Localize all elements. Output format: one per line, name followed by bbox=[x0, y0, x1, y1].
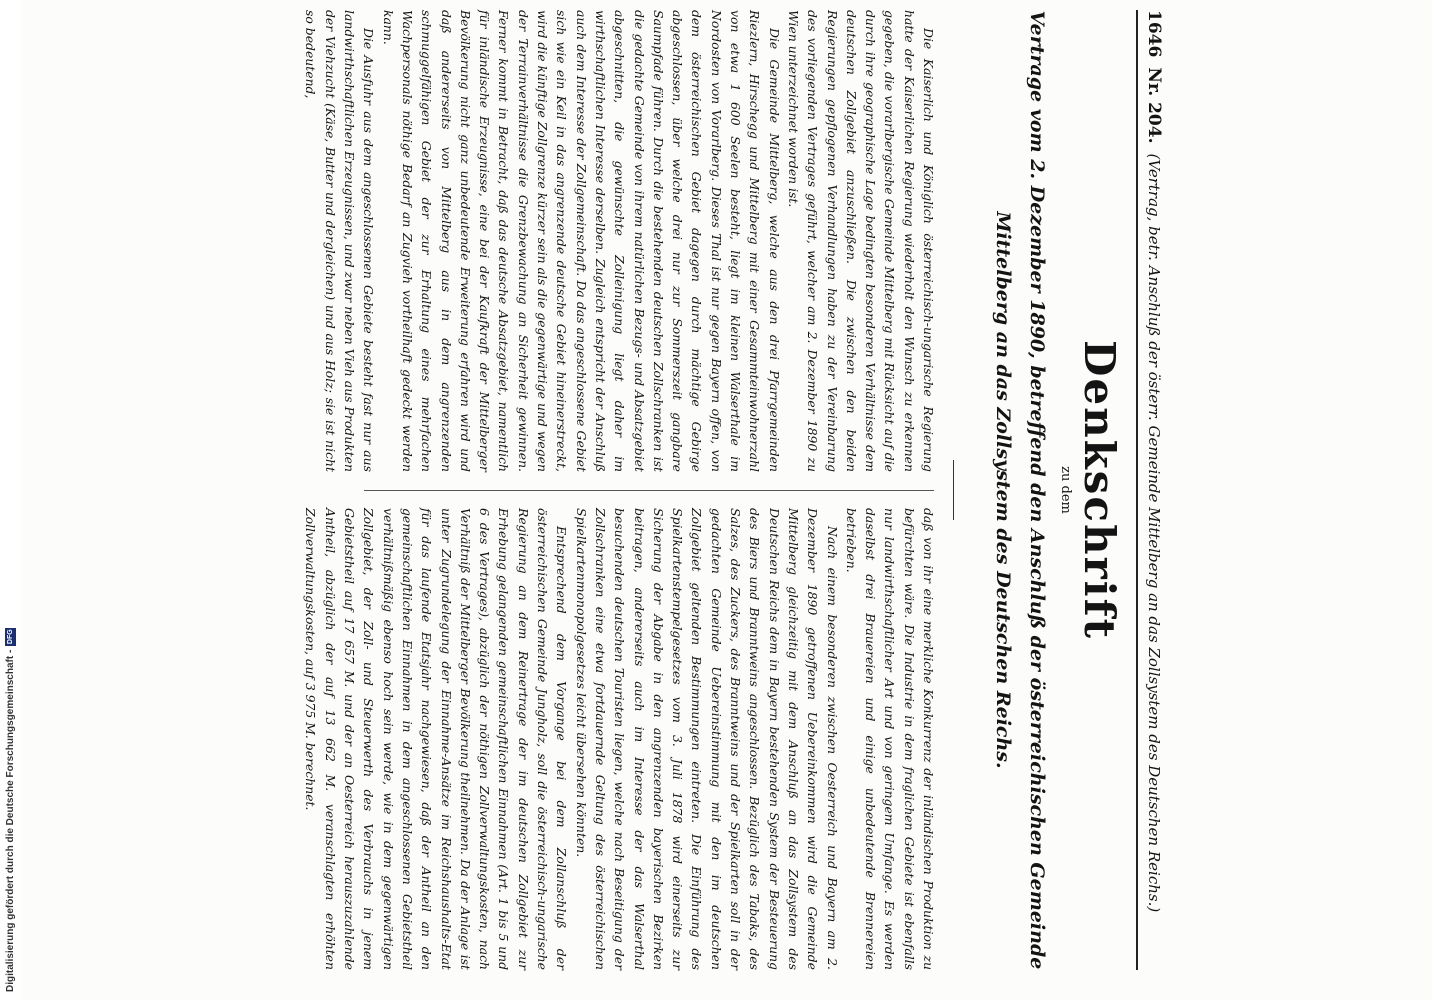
subtitle-line-2: Mittelberg an das Zollsystem des Deutschen Reichs. bbox=[992, 211, 1014, 769]
left-column bbox=[303, 10, 938, 472]
page-number: 1646 bbox=[1144, 10, 1164, 58]
title-connector: zu dem bbox=[1058, 466, 1073, 514]
page-header bbox=[1136, 10, 1170, 970]
rotated-document-body bbox=[303, 10, 1170, 970]
dfg-logo-icon: DFG bbox=[6, 629, 14, 645]
paragraph: Die Gemeinde Mittelberg, welche aus den drei Pfarrgemeinden Riezlern, Hirschegg und Mittelberg mit einer Gesammteinwohnerzahl von etwa 1 600 Seelen besteht, liegt im kleinen Walserthale im Nordosten von Vorarlberg. Dieses Thal ist nur gegen Bayern offen, von dem österreichischen Gebiet dagegen durch mächtige Gebirge abgeschlossen, über welche drei nur zur Sommerszeit gangbare Saumpfade führen. Durch die bestehenden deutschen Zollschranken ist die gedachte Gemeinde von ihrem natürlichen Bezugs- und Absatzgebiet abgeschnitten, die gewünschte Zolleinigung liegt daher im wirthschaftlichen Interesse derselben. Zugleich entspricht der Anschluß auch dem Interesse der Zollgemeinschaft. Da das angeschlossene Gebiet sich wie ein Keil in das angrenzende deutsche Gebiet hineinerstreckt, wird die künftige Zollgrenze kürzer sein als die gegenwärtige und wegen der Terrainverhältnisse die Grenzbewachung an Sicherheit gewinnen. Ferner kommt in Betracht, daß das deutsche Absatzgebiet, namentlich für inländische Erzeugnisse, eine bei der Kaufkraft der Mittelberger Bevölkerung nicht ganz unbedeutende Erweiterung erfahren wird und daß andererseits von Mittelberg aus in dem angrenzenden schmuggelfähigen Gebiet der zur Erhaltung eines mehrfachen Wachpersonals nöthige Bedarf an Zugvieh vortheilhaft gedeckt werden kann. bbox=[380, 10, 782, 472]
title-block bbox=[990, 10, 1124, 970]
subtitle-line-1: Vertrage vom 2. Dezember 1890, betreffend den Anschluß der österreichischen Gemeinde bbox=[1026, 10, 1048, 970]
document-title: Denkschrift bbox=[1075, 339, 1124, 641]
paragraph: Nach einem besonderen zwischen Oesterreich und Bayern am 2. Dezember 1890 getroffenen Uebereinkommen wird die Gemeinde Mittelberg gleichzeitig mit dem Anschluß an das Zollsystem des Deutschen Reichs dem in Bayern bestehenden System der Besteuerung des Biers und Branntweins angeschlossen. Bezüglich des Tabaks, des Salzes, des Zuckers, des Branntweins und der Spielkarten soll in der gedachten Gemeinde Uebereinstimmung mit den im deutschen Zollgebiet geltenden Bestimmungen eintreten. Die Einführung des Spielkartenstempelgesetzes vom 3. Juli 1878 wird einerseits zur Sicherung der Abgabe in den angrenzenden bayerischen Bezirken beitragen, andererseits auch im Interesse der das Walserthal besuchenden deutschen Touristen liegen, welche nach Beseitigung der Zollschranken eine etwa fortdauernde Geltung des österreichischen Spielkartenmonopolgesetzes leicht übersehen könnten. bbox=[573, 508, 840, 970]
paragraph: Die Kaiserlich und Königlich österreichisch-ungarische Regierung hatte der Kaiserlichen Regierung wiederholt den Wunsch zu erkennen gegeben, die vorarlbergische Gemeinde Mittelberg mit Rücksicht auf die durch ihre geographische Lage bedingten besonderen Verhältnisse dem deutschen Zollgebiet anzuschließen. Die zwischen den beiden Regierungen gepflogenen Verhandlungen haben zu der Vereinbarung des vorliegenden Vertrages geführt, welcher am 2. Dezember 1890 zu Wien unterzeichnet worden ist. bbox=[785, 10, 936, 472]
paragraph: daß von ihr eine merkliche Konkurrenz der inländischen Produktion zu befürchten wäre. Die Industrie in dem fraglichen Gebiete ist ebenfalls nur landwirthschaftlicher Art und von geringem Umfange. Es werden daselbst drei Brauereien und einige unbedeutende Brennereien betrieben. bbox=[843, 508, 936, 970]
running-title: (Vertrag, betr. Anschluß der österr. Gemeinde Mittelberg an das Zollsystem des Deutschen Reichs.) bbox=[1145, 153, 1163, 913]
digitization-credit-margin bbox=[0, 0, 22, 1000]
paragraph: Die Ausfuhr aus dem angeschlossenen Gebiete besteht fast nur aus landwirthschaftlichen Erzeugnissen, und zwar neben Vieh aus Produkten der Viehzucht (Käse, Butter und dergleichen) und aus Holz; sie ist nicht so bedeutend, bbox=[303, 10, 377, 472]
document-number: Nr. 204. bbox=[1144, 67, 1164, 144]
paragraph: Entsprechend dem Vorgange bei dem Zollanschluß der österreichischen Gemeinde Jungholz, soll die österreichisch-ungarische Regierung an dem Reinertrage der im deutschen Zollgebiet zur Erhebung gelangenden gemeinschaftlichen Einnahmen (Art. 1 bis 5 und 6 des Vertrages), abzüglich der nöthigen Zollverwaltungskosten, nach Verhältniß der Mittelberger Bevölkerung theilnehmen. Da der Anlage ist unter Zugrundelegung der Einnahme-Ansätze im Reichshaushalts-Etat für das laufende Etatsjahr nachgewiesen, daß der Antheil an den gemeinschaftlichen Einnahmen in dem angeschlossenen Gebietstheil verhältnißmäßig ebenso hoch sein werde, wie in dem gegenwärtigen Zollgebiet, der Zoll- und Steuerwerth des Verbrauchs in jenem Gebietstheil auf 17 657 M. und der an Oesterreich herauszuzahlende Antheil, abzüglich der auf 13 662 M. veranschlagten erhöhten Zollverwaltungskosten, auf 3 975 M. berechnet. bbox=[303, 508, 570, 970]
column-divider bbox=[364, 490, 934, 491]
text-columns bbox=[303, 10, 938, 970]
credit-text: Digitalisierung gefördert durch die Deutsche Forschungsgemeinschaft - bbox=[4, 649, 16, 992]
right-column bbox=[303, 508, 938, 970]
title-separator bbox=[953, 460, 954, 520]
digitization-credit bbox=[3, 592, 17, 992]
